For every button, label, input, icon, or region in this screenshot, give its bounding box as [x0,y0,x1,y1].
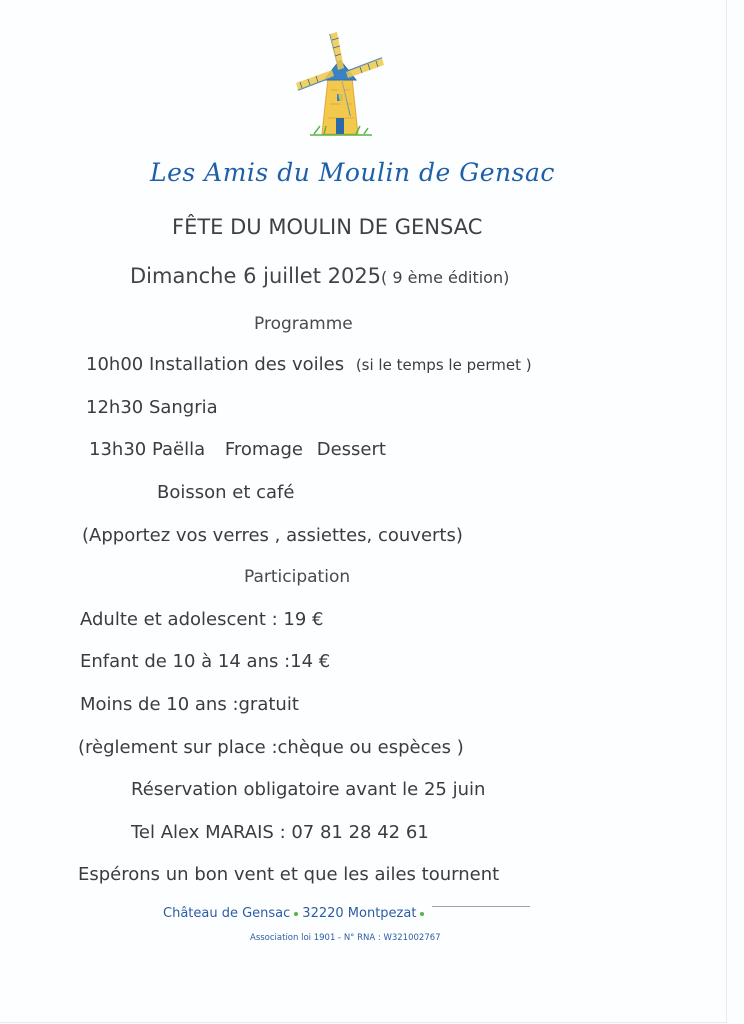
programme-item-1-note: (si le temps le permet ) [355,356,532,374]
event-date: Dimanche 6 juillet 2025 [130,264,382,288]
programme-item-2: 12h30 Sangria [86,397,218,418]
programme-item-1 [86,354,532,375]
footer-legal: Association loi 1901 - N° RNA : W321002767 [250,933,441,943]
price-child: Enfant de 10 à 14 ans :14 € [80,651,331,672]
footer-place: Château de Gensac [163,906,291,921]
programme-item-1-text: 10h00 Installation des voiles [86,354,345,375]
programme-item-3-a: 13h30 Paëlla [89,439,206,460]
windmill-icon [290,30,390,142]
closing-line: Espérons un bon vent et que les ailes tournent [78,864,500,885]
programme-note: (Apportez vos verres , assiettes, couverts) [82,525,463,546]
event-edition: ( 9 ème édition) [381,268,510,287]
programme-item-3-b: Fromage [224,439,303,460]
programme-item-4: Boisson et café [157,482,295,503]
programme-item-3-c: Dessert [316,439,386,460]
price-under-10: Moins de 10 ans :gratuit [80,694,299,715]
event-title: FÊTE DU MOULIN DE GENSAC [172,215,483,239]
reservation-note: Réservation obligatoire avant le 25 juin [131,779,486,800]
bullet-dot-icon [294,912,298,916]
programme-item-3 [89,439,386,460]
bullet-dot-icon [420,912,424,916]
price-adult: Adulte et adolescent : 19 € [80,609,324,630]
footer-city: 32220 Montpezat [302,906,417,921]
payment-note: (règlement sur place :chèque ou espèces ) [78,737,464,758]
footer-rule [432,906,530,907]
contact-phone: Tel Alex MARAIS : 07 81 28 42 61 [131,822,429,843]
association-name: Les Amis du Moulin de Gensac [150,158,555,187]
participation-heading: Participation [244,567,351,587]
event-date-line [130,264,509,288]
footer-address [163,906,428,921]
programme-heading: Programme [254,314,353,334]
